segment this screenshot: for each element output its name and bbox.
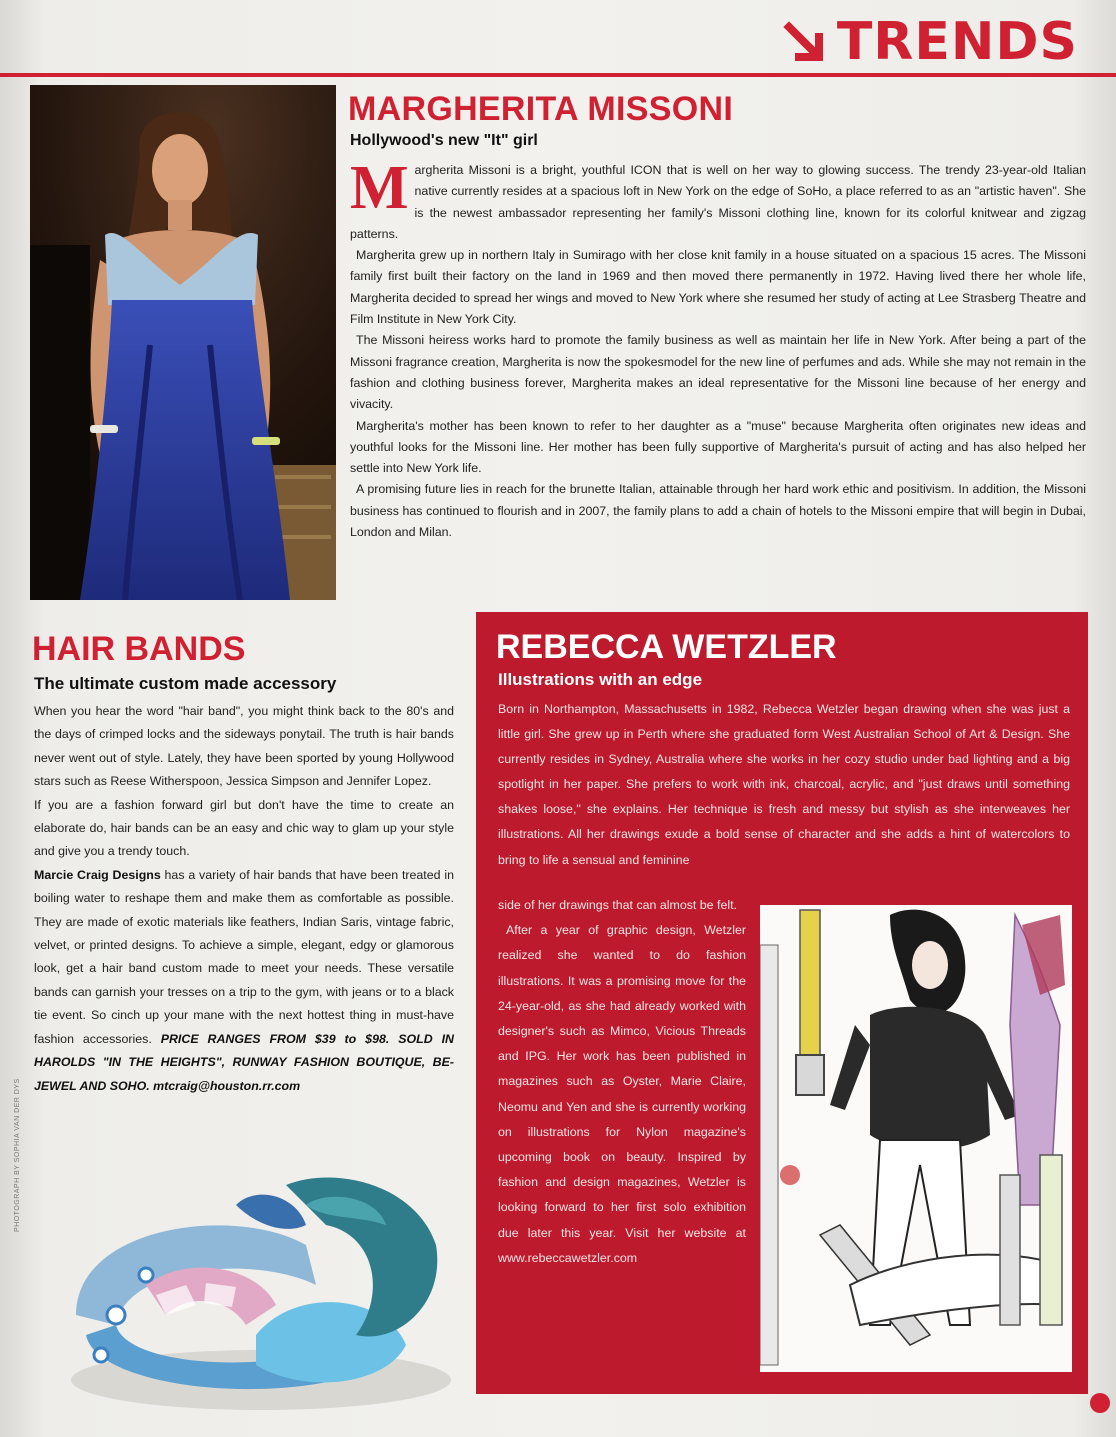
hairbands-paragraph: If you are a fashion forward girl but don't have the time to create an elaborate do, hair bands can be an easy and chic way to glam up your style and give you a trendy touch. [34, 797, 454, 859]
drop-cap: M [350, 154, 409, 222]
missoni-title: MARGHERITA MISSONI [348, 90, 734, 128]
down-right-arrow-icon [781, 19, 827, 65]
missoni-paragraph: The Missoni heiress works hard to promote the family business as well as maintain her life in New York. After being a part of the Missoni fragrance creation, Margherita is now the spokesmodel for the new line of perfumes and ads. While she may not remain in the fashion and clothing business forever, Margherita makes an ideal representative for the Missoni line because of her energy and vivacity. [350, 333, 1086, 412]
hairbands-paragraph: When you hear the word "hair band", you might think back to the 80's and the days of crimped locks and the sideways ponytail. The truth is hair bands never went out of style. Lately, they have been sported by young Hollywood stars such as Reese Witherspoon, Jessica Simpson and Jennifer Lopez. [34, 704, 454, 789]
price-info: PRICE RANGES FROM $39 to $98. SOLD IN HAROLDS "IN THE HEIGHTS", RUNWAY FASHION BOUTIQUE, BE-JEWEL AND SOHO. mtcraig@houston.rr.com [34, 1031, 455, 1093]
wetzler-body-column [498, 893, 746, 1271]
missoni-paragraph: Margherita Missoni is a bright, youthful ICON that is well on her way to glowing success. The trendy 23-year-old Italian native currently resides at a spacious loft in New York on the edge of SoHo, a place referred to as an "artistic haven". She is the newest ambassador representing her family's Missoni clothing line, known for its colorful knitwear and zigzag patterns. [350, 154, 1086, 241]
missoni-photo [30, 85, 336, 600]
hairbands-paragraph: Marcie Craig Designs has a variety of hair bands that have been treated in boiling water to reshape them and make them as comfortable as possible. They are made of exotic materials like feathers, Indian Saris, vintage fabric, velvet, or printed designs. To achieve a simple, elegant, edgy or glamorous look, get a hair band custom made to meet your needs. These versatile bands can garnish your tresses on a trip to the gym, with jeans or to a black tie event. So cinch up your mane with the next hottest thing in must-have fashion accessories. PRICE RANGES FROM $39 to $98. SOLD IN HAROLDS "IN THE HEIGHTS", RUNWAY FASHION BOUTIQUE, BE-JEWEL AND SOHO. mtcraig@houston.rr.com [34, 867, 455, 1093]
page-number-badge [1090, 1393, 1110, 1413]
missoni-paragraph: Margherita's mother has been known to refer to her daughter as a "muse" because Margherita often originates new ideas and youthful looks for the Missoni line. Her mother has been fully supportive of Margherita's pursuit of acting and has also helped her settle into New York life. [350, 418, 1086, 476]
section-header [781, 14, 1078, 70]
missoni-paragraph: A promising future lies in reach for the brunette Italian, attainable through her hard work ethic and positivism. In addition, the Missoni business has continued to flourish and in 2007, the family plans to add a chain of hotels to the Missoni empire that will begin in Dubai, London and Milan. [350, 482, 1086, 540]
section-label: TRENDS [836, 12, 1078, 72]
wetzler-title: REBECCA WETZLER [496, 628, 837, 666]
hairbands-body [34, 700, 454, 1098]
hairbands-subtitle: The ultimate custom made accessory [34, 674, 337, 693]
header-rule [0, 73, 1116, 77]
wetzler-body [498, 697, 1070, 873]
wetzler-illustration [760, 905, 1072, 1372]
wetzler-paragraph: side of her drawings that can almost be felt. [498, 898, 737, 912]
photo-credit: PHOTOGRAPH BY SOPHIA VAN DER DYS [14, 1078, 21, 1232]
wetzler-paragraph: After a year of graphic design, Wetzler realized she wanted to do fashion illustrations. It was a promising move for the 24-year-old, as she had already worked with designer's such as Mimco, Vicious Threads and IPG. Her work has been published in magazines such as Oyster, Marie Claire, Neomu and Yen and she is currently working on illustrations for Nylon magazine's upcoming book on beauty. Inspired by fashion and design magazines, Wetzler is looking forward to her first solo exhibition due later this year. Visit her website at www.rebeccawetzler.com [498, 923, 746, 1265]
missoni-paragraph: Margherita grew up in northern Italy in Sumirago with her close knit family in a house situated on a spacious 15 acres. The Missoni family first built their factory on the land in 1969 and then moved there permanently in 1972. Having lived there her whole life, Margherita decided to spread her wings and moved to New York where she resumed her study of acting at Lee Strasberg Theatre and Film Institute in New York City. [350, 248, 1086, 327]
designer-name: Marcie Craig Designs [34, 867, 161, 882]
hairbands-title: HAIR BANDS [32, 630, 246, 668]
hairbands-photo [56, 1165, 466, 1420]
wetzler-subtitle: Illustrations with an edge [498, 670, 703, 689]
missoni-subtitle: Hollywood's new "It" girl [350, 132, 538, 149]
wetzler-paragraph: Born in Northampton, Massachusetts in 1982, Rebecca Wetzler began drawing when she was just a little girl. She grew up in Perth where she graduated form West Australian School of Art & Design. She currently resides in Sydney, Australia where she works in her cozy studio under bad lighting and a big spotlight in her paper. She prefers to work with ink, charcoal, acrylic, and "just draws until something shakes loose," she explains. Her technique is fresh and messy but stylish as she interweaves her illustrations. All her drawings exude a bold sense of character and she adds a hint of watercolors to bring to life a sensual and feminine [498, 702, 1070, 867]
missoni-body [350, 154, 1086, 543]
